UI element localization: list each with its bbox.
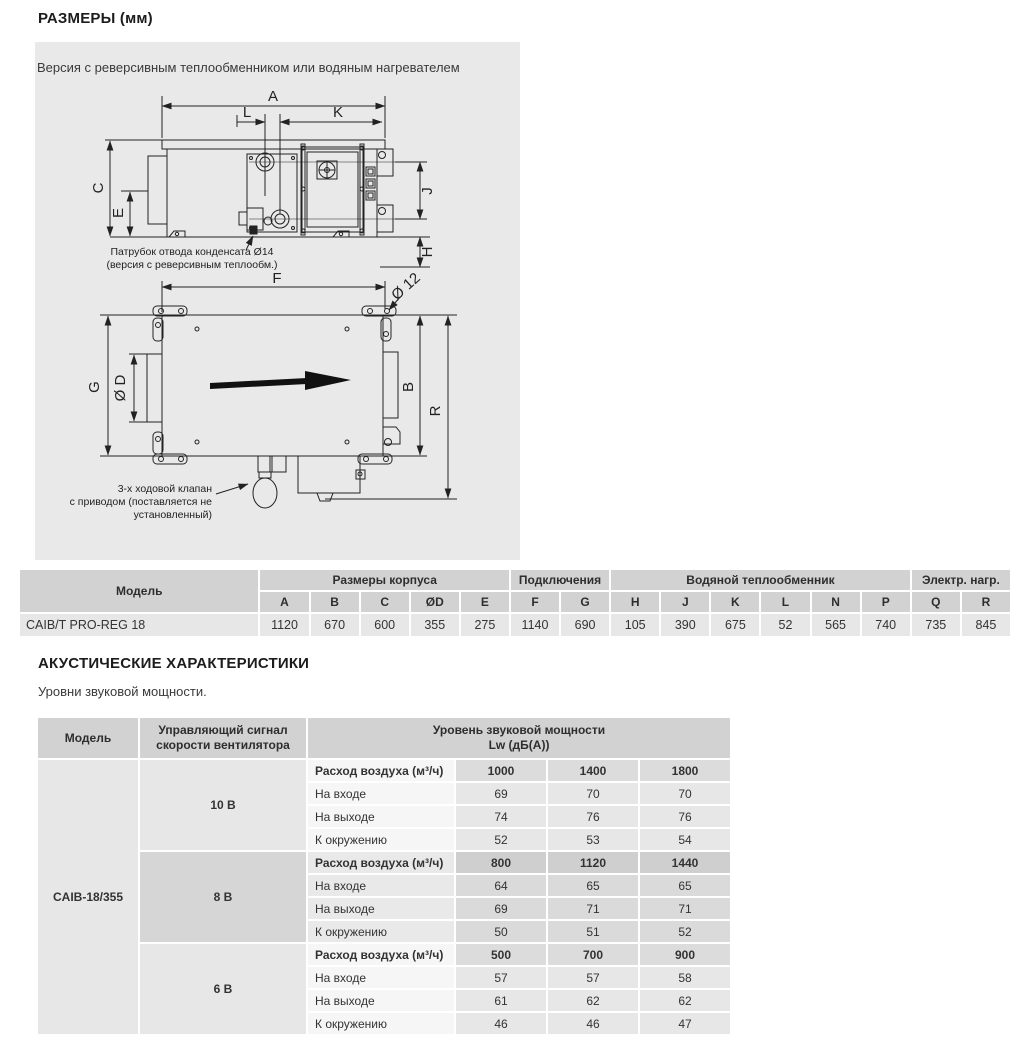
surround-10v-3: 54 bbox=[640, 829, 730, 850]
val-k: 675 bbox=[711, 614, 759, 636]
acoustics-table bbox=[36, 716, 732, 1036]
col-q: Q bbox=[912, 592, 960, 612]
dim-model-header: Модель bbox=[20, 570, 258, 612]
dim-group-connections: Подключения bbox=[511, 570, 609, 590]
dim-label-j: J bbox=[419, 187, 436, 195]
col-c: C bbox=[361, 592, 409, 612]
col-p: P bbox=[862, 592, 910, 612]
acoustics-header-row bbox=[38, 718, 730, 758]
surround-8v-1: 50 bbox=[456, 921, 546, 942]
val-r: 845 bbox=[962, 614, 1010, 636]
outlet-10v-1: 74 bbox=[456, 806, 546, 827]
flow-6v-3: 900 bbox=[640, 944, 730, 965]
flow-label: Расход воздуха (м³/ч) bbox=[308, 944, 454, 965]
dim-group-water-exchanger: Водяной теплообменник bbox=[611, 570, 910, 590]
flow-10v-1: 1000 bbox=[456, 760, 546, 781]
surround-label: К окружению bbox=[308, 829, 454, 850]
flow-label: Расход воздуха (м³/ч) bbox=[308, 760, 454, 781]
inlet-10v-1: 69 bbox=[456, 783, 546, 804]
outlet-8v-1: 69 bbox=[456, 898, 546, 919]
signal-10v: 10 В bbox=[140, 760, 306, 850]
val-q: 735 bbox=[912, 614, 960, 636]
val-d: 355 bbox=[411, 614, 459, 636]
ac-level-header-line2: Lw (дБ(А)) bbox=[488, 738, 550, 752]
dim-group-body: Размеры корпуса bbox=[260, 570, 508, 590]
dim-label-r: R bbox=[427, 405, 444, 417]
col-r: R bbox=[962, 592, 1010, 612]
flow-row-6v bbox=[38, 944, 730, 965]
surround-8v-3: 52 bbox=[640, 921, 730, 942]
dimensions-drawing-panel bbox=[35, 42, 520, 560]
dim-label-l: L bbox=[242, 104, 252, 121]
inlet-8v-2: 65 bbox=[548, 875, 638, 896]
dim-label-k: K bbox=[332, 104, 344, 121]
col-b: B bbox=[311, 592, 359, 612]
ac-level-header-line1: Уровень звуковой мощности bbox=[432, 723, 606, 737]
acoustics-section-title: АКУСТИЧЕСКИЕ ХАРАКТЕРИСТИКИ bbox=[38, 655, 310, 672]
flow-8v-1: 800 bbox=[456, 852, 546, 873]
surround-10v-2: 53 bbox=[548, 829, 638, 850]
ac-signal-header bbox=[140, 718, 306, 758]
outlet-10v-2: 76 bbox=[548, 806, 638, 827]
ac-signal-header-text: Управляющий сигнал скорости вентилятора bbox=[156, 723, 290, 752]
signal-6v: 6 В bbox=[140, 944, 306, 1034]
dim-label-dd: Ø D bbox=[112, 374, 129, 402]
surround-6v-3: 47 bbox=[640, 1013, 730, 1034]
dimensions-section-title: РАЗМЕРЫ (мм) bbox=[38, 10, 153, 27]
condensate-note-line2: (версия с реверсивным теплообм.) bbox=[106, 259, 278, 271]
flow-8v-2: 1120 bbox=[548, 852, 638, 873]
flow-10v-2: 1400 bbox=[548, 760, 638, 781]
dim-label-b: B bbox=[400, 381, 417, 393]
inlet-label: На входе bbox=[308, 967, 454, 988]
flow-row-8v bbox=[38, 852, 730, 873]
inlet-10v-3: 70 bbox=[640, 783, 730, 804]
val-a: 1120 bbox=[260, 614, 308, 636]
dim-label-e: E bbox=[110, 207, 127, 219]
outlet-8v-2: 71 bbox=[548, 898, 638, 919]
dimensions-table bbox=[18, 568, 1012, 638]
flow-10v-3: 1800 bbox=[640, 760, 730, 781]
outlet-label: На выходе bbox=[308, 898, 454, 919]
dim-table-group-row bbox=[20, 570, 1010, 590]
flow-6v-2: 700 bbox=[548, 944, 638, 965]
valve-note-line2: с приводом (поставляется не bbox=[69, 496, 212, 508]
inlet-10v-2: 70 bbox=[548, 783, 638, 804]
airflow-arrow bbox=[210, 378, 307, 389]
ac-model-value: CAIB-18/355 bbox=[38, 760, 138, 1034]
val-b: 670 bbox=[311, 614, 359, 636]
surround-6v-1: 46 bbox=[456, 1013, 546, 1034]
dim-label-a: A bbox=[267, 88, 279, 105]
val-n: 565 bbox=[812, 614, 860, 636]
col-l: L bbox=[761, 592, 809, 612]
outlet-8v-3: 71 bbox=[640, 898, 730, 919]
inlet-6v-2: 57 bbox=[548, 967, 638, 988]
signal-8v: 8 В bbox=[140, 852, 306, 942]
val-l: 52 bbox=[761, 614, 809, 636]
outlet-label: На выходе bbox=[308, 806, 454, 827]
dim-label-d12: Ø 12 bbox=[388, 269, 424, 304]
dim-label-h: H bbox=[419, 246, 436, 258]
condensate-note-line1: Патрубок отвода конденсата Ø14 bbox=[110, 246, 274, 258]
flow-6v-1: 500 bbox=[456, 944, 546, 965]
ac-model-header: Модель bbox=[38, 718, 138, 758]
dim-label-g: G bbox=[86, 381, 103, 393]
val-p: 740 bbox=[862, 614, 910, 636]
outlet-6v-1: 61 bbox=[456, 990, 546, 1011]
flow-row-10v bbox=[38, 760, 730, 781]
surround-label: К окружению bbox=[308, 921, 454, 942]
flow-8v-3: 1440 bbox=[640, 852, 730, 873]
col-j: J bbox=[661, 592, 709, 612]
inlet-6v-1: 57 bbox=[456, 967, 546, 988]
inlet-8v-3: 65 bbox=[640, 875, 730, 896]
surround-label: К окружению bbox=[308, 1013, 454, 1034]
acoustics-section-subtitle: Уровни звуковой мощности. bbox=[38, 684, 207, 699]
flow-label: Расход воздуха (м³/ч) bbox=[308, 852, 454, 873]
dim-group-electric-heater: Электр. нагр. bbox=[912, 570, 1010, 590]
col-a: A bbox=[260, 592, 308, 612]
ac-level-header bbox=[308, 718, 730, 758]
surround-6v-2: 46 bbox=[548, 1013, 638, 1034]
col-k: K bbox=[711, 592, 759, 612]
val-g: 690 bbox=[561, 614, 609, 636]
col-h: H bbox=[611, 592, 659, 612]
dim-table-data-row bbox=[20, 614, 1010, 636]
val-h: 105 bbox=[611, 614, 659, 636]
outlet-6v-2: 62 bbox=[548, 990, 638, 1011]
outlet-6v-3: 62 bbox=[640, 990, 730, 1011]
outlet-label: На выходе bbox=[308, 990, 454, 1011]
col-n: N bbox=[812, 592, 860, 612]
col-d: ØD bbox=[411, 592, 459, 612]
inlet-8v-1: 64 bbox=[456, 875, 546, 896]
technical-drawing bbox=[35, 84, 520, 560]
val-j: 390 bbox=[661, 614, 709, 636]
col-f: F bbox=[511, 592, 559, 612]
col-g: G bbox=[561, 592, 609, 612]
dim-label-c: C bbox=[90, 182, 107, 194]
val-f: 1140 bbox=[511, 614, 559, 636]
inlet-6v-3: 58 bbox=[640, 967, 730, 988]
valve-note-line3: установленный) bbox=[133, 509, 212, 521]
valve-note-line1: 3-х ходовой клапан bbox=[117, 483, 212, 495]
outlet-10v-3: 76 bbox=[640, 806, 730, 827]
dim-model-value: CAIB/T PRO-REG 18 bbox=[20, 614, 258, 636]
val-e: 275 bbox=[461, 614, 509, 636]
surround-8v-2: 51 bbox=[548, 921, 638, 942]
inlet-label: На входе bbox=[308, 875, 454, 896]
dim-label-f: F bbox=[272, 270, 282, 287]
val-c: 600 bbox=[361, 614, 409, 636]
inlet-label: На входе bbox=[308, 783, 454, 804]
surround-10v-1: 52 bbox=[456, 829, 546, 850]
drawing-caption: Версия с реверсивным теплообменником или водяным нагревателем bbox=[37, 60, 460, 75]
col-e: E bbox=[461, 592, 509, 612]
